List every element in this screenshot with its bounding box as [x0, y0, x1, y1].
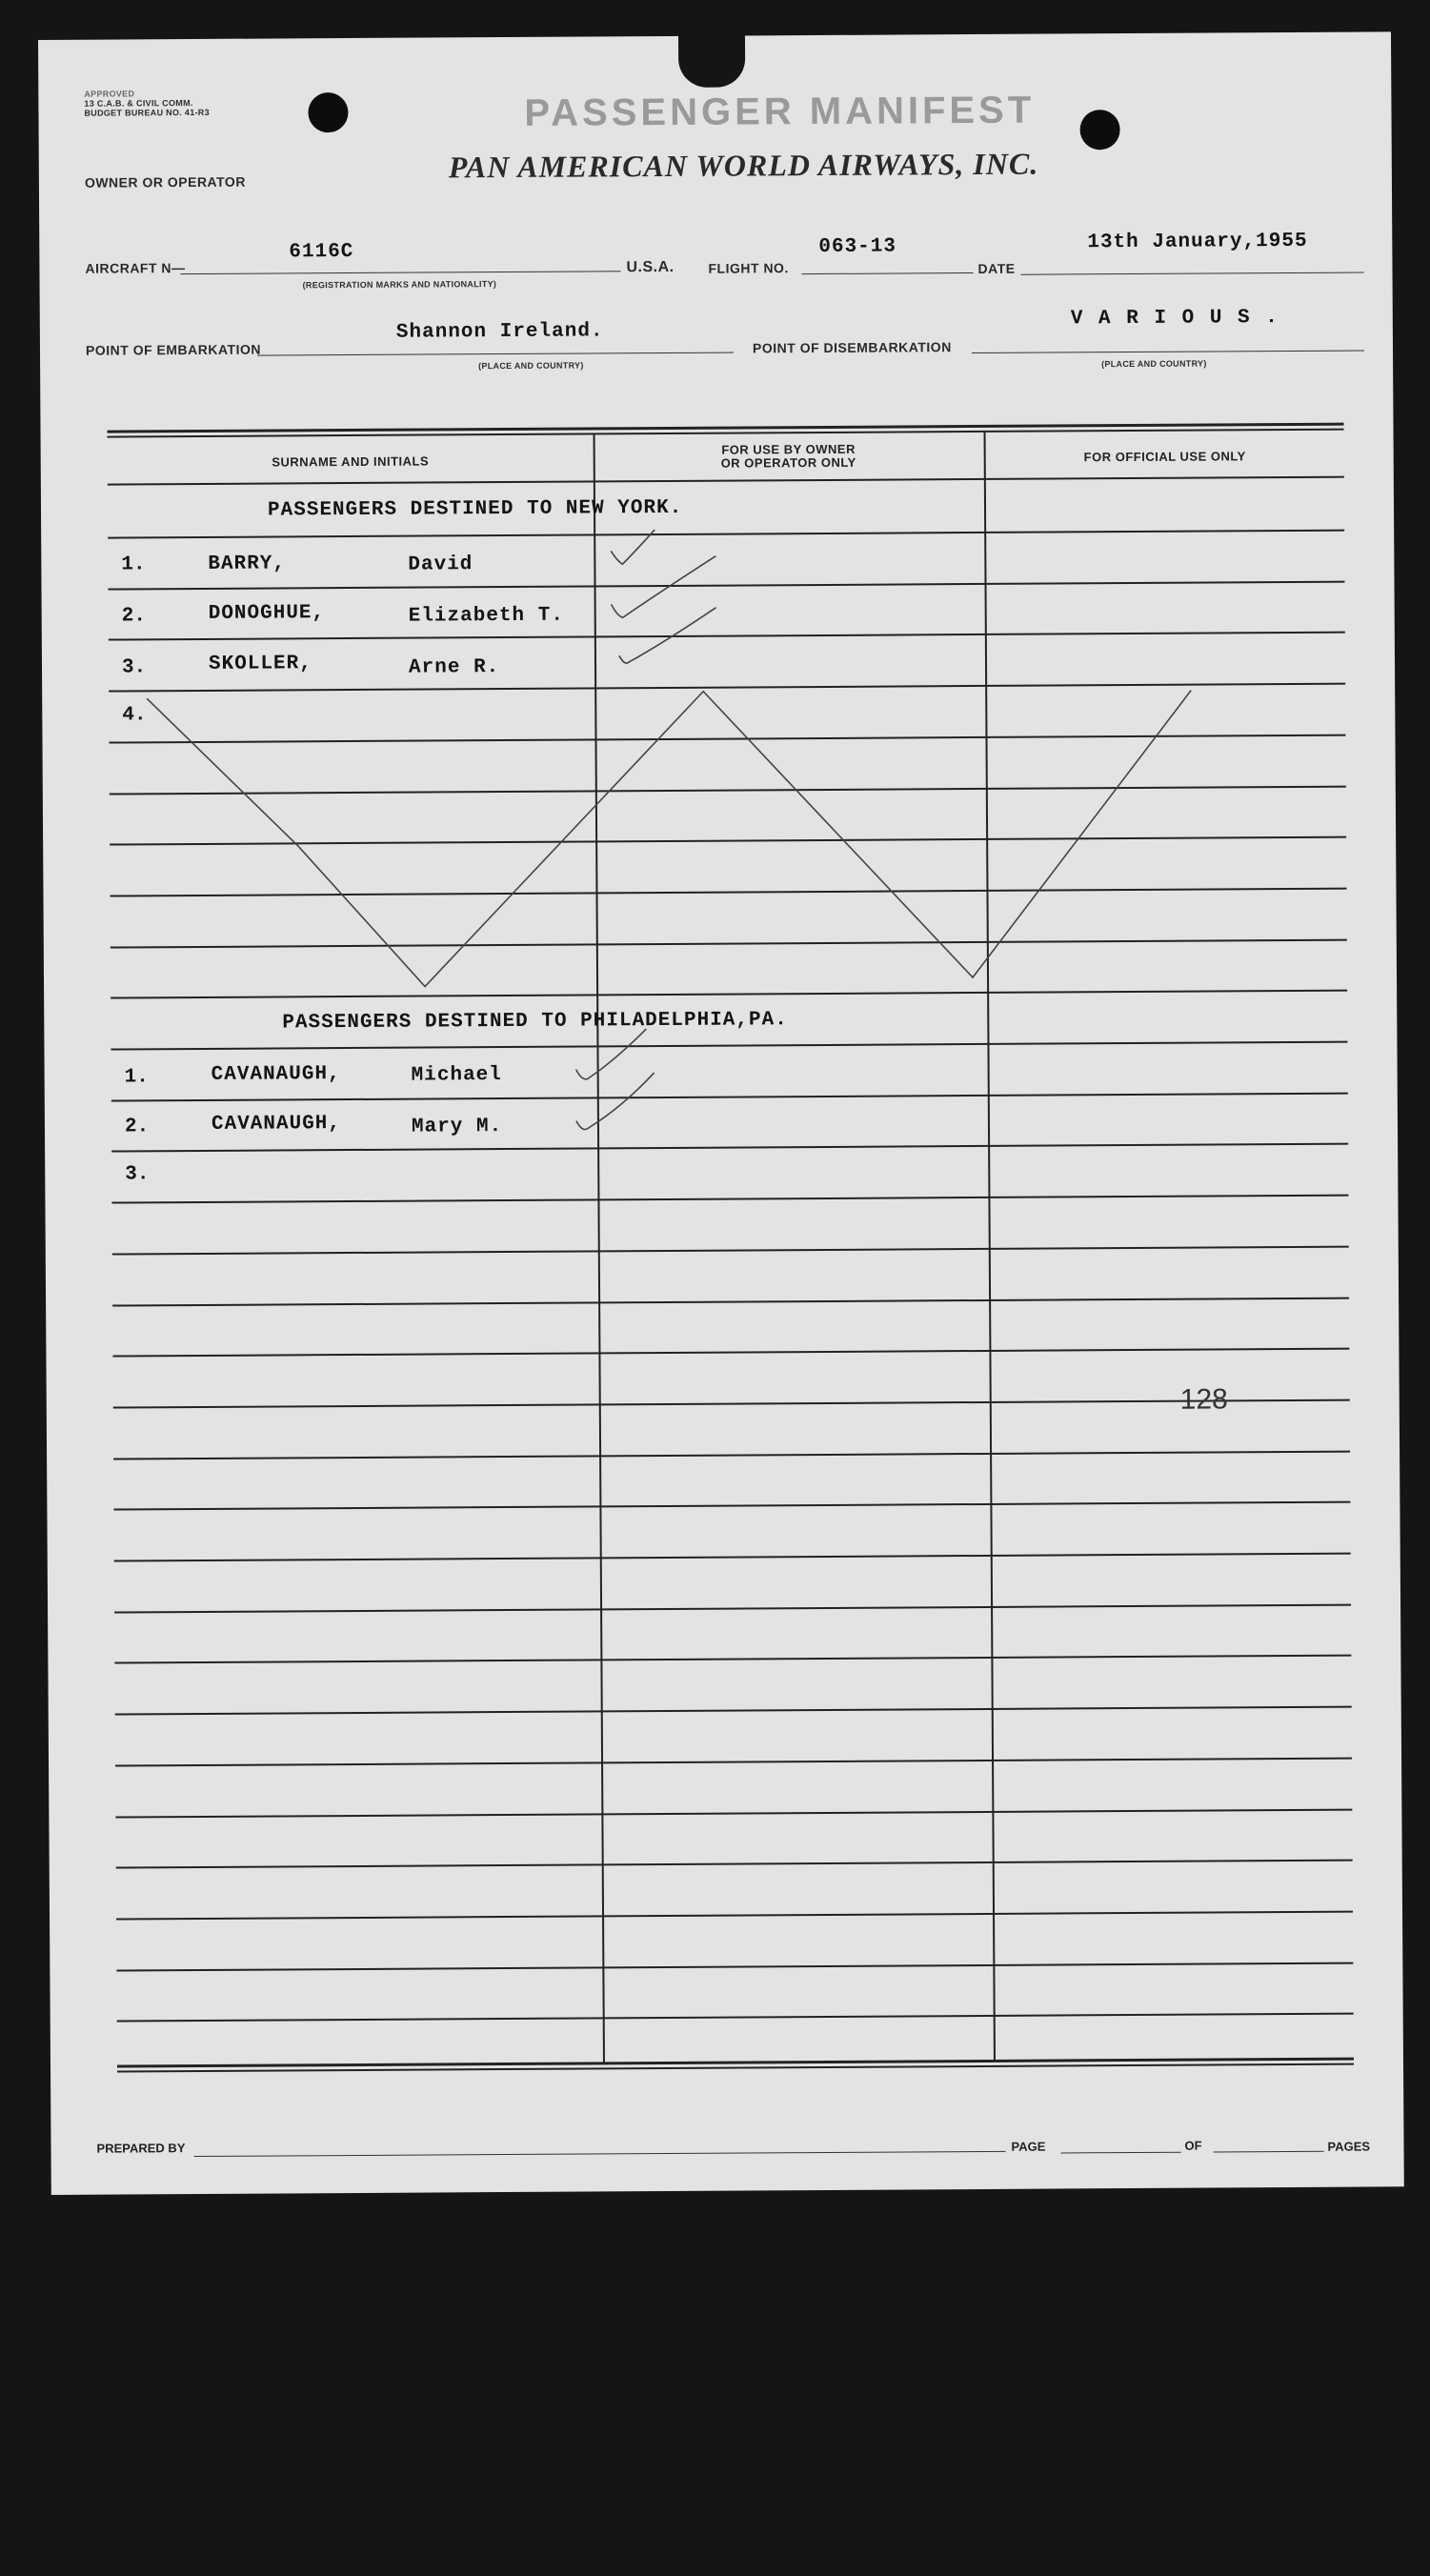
page-label: PAGE — [1011, 2139, 1046, 2154]
row-number: 2. — [124, 1116, 150, 1138]
group-heading-philadelphia: PASSENGERS DESTINED TO PHILADELPHIA,PA. — [282, 1009, 788, 1035]
page-title: PASSENGER MANIFEST — [524, 89, 1036, 134]
column-header-surname: SURNAME AND INITIALS — [272, 453, 430, 470]
stamp-line-3: BUDGET BUREAU NO. 41-R3 — [84, 107, 210, 118]
company-name: PAN AMERICAN WORLD AIRWAYS, INC. — [448, 146, 1039, 185]
date-value: 13th January,1955 — [1087, 230, 1308, 254]
owner-label: OWNER OR OPERATOR — [84, 173, 246, 191]
flight-value: 063-13 — [818, 235, 897, 258]
passenger-surname: BARRY, — [208, 553, 287, 575]
stamp-line-2: 13 C.A.B. & CIVIL COMM. — [84, 98, 193, 109]
passenger-given-name: Michael — [411, 1064, 502, 1087]
prepared-by-label: PREPARED BY — [96, 2141, 186, 2156]
row-number: 1. — [124, 1066, 149, 1089]
column-header-owner-use-line-1: FOR USE BY OWNER — [721, 441, 856, 457]
group-heading-new-york: PASSENGERS DESTINED TO NEW YORK. — [267, 496, 683, 522]
column-header-official: FOR OFFICIAL USE ONLY — [1083, 449, 1246, 465]
passenger-surname: DONOGHUE, — [208, 602, 326, 625]
disembark-sublabel: (PLACE AND COUNTRY) — [1101, 358, 1207, 370]
official-note: 128 — [1179, 1383, 1228, 1416]
embark-sublabel: (PLACE AND COUNTRY) — [478, 360, 584, 372]
passenger-given-name: David — [408, 553, 473, 576]
row-number: 4. — [122, 704, 147, 727]
check-mark — [611, 556, 715, 618]
check-mark — [611, 530, 655, 564]
aircraft-sublabel: (REGISTRATION MARKS AND NATIONALITY) — [302, 279, 497, 291]
manifest-sheet — [38, 31, 1404, 2195]
row-number: 2. — [121, 605, 146, 628]
of-label: OF — [1184, 2138, 1202, 2153]
usa-label: U.S.A. — [626, 258, 675, 276]
row-number: 3. — [121, 656, 147, 679]
pencil-marks — [38, 31, 1404, 2195]
strike-line — [147, 689, 1193, 989]
passenger-given-name: Arne R. — [408, 656, 500, 679]
aircraft-label: AIRCRAFT N— — [85, 260, 186, 276]
flight-label: FLIGHT NO. — [708, 260, 789, 276]
aircraft-value: 6116C — [289, 240, 354, 264]
check-mark — [575, 1029, 646, 1079]
embark-value: Shannon Ireland. — [395, 320, 604, 344]
check-mark — [576, 1073, 655, 1129]
passenger-surname: SKOLLER, — [208, 653, 312, 675]
check-mark — [619, 608, 716, 664]
row-number: 3. — [125, 1163, 150, 1186]
disembark-value: V A R I O U S . — [1070, 307, 1279, 331]
disembark-label: POINT OF DISEMBARKATION — [752, 339, 952, 356]
pages-label: PAGES — [1327, 2139, 1371, 2154]
passenger-surname: CAVANAUGH, — [211, 1063, 341, 1086]
stamp-line-1: APPROVED — [84, 89, 135, 99]
passenger-given-name: Mary M. — [411, 1116, 503, 1138]
date-label: DATE — [977, 260, 1016, 276]
passenger-surname: CAVANAUGH, — [211, 1113, 342, 1136]
column-header-owner-use-line-2: OR OPERATOR ONLY — [720, 454, 856, 471]
row-number: 1. — [121, 553, 146, 576]
passenger-given-name: Elizabeth T. — [408, 604, 565, 628]
embark-label: POINT OF EMBARKATION — [85, 341, 262, 358]
